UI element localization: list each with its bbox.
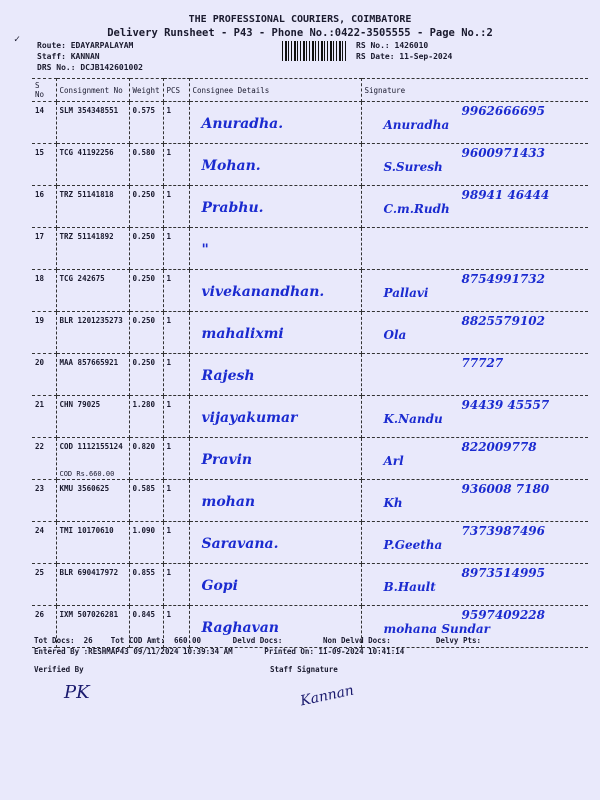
row-sno: 23 (32, 480, 56, 522)
phone-handwriting: 822009778 (461, 440, 537, 454)
table-row (32, 564, 588, 606)
phone-handwriting: 9597409228 (461, 608, 545, 622)
row-weight: 0.845 (129, 606, 163, 648)
row-weight: 0.250 (129, 312, 163, 354)
row-weight: 0.585 (129, 480, 163, 522)
phone-handwriting: 8825579102 (461, 314, 545, 328)
table-row (32, 354, 588, 396)
row-signature (361, 102, 588, 144)
col-consignment: Consignment No (56, 79, 129, 102)
phone-handwriting: 8973514995 (461, 566, 545, 580)
staff-signature-label: Staff Signature (270, 665, 338, 674)
row-consignee (189, 438, 361, 480)
row-weight: 0.575 (129, 102, 163, 144)
signature-handwriting: mohana Sundar (383, 622, 490, 636)
row-consignment: BLR 1201235273 (56, 312, 129, 354)
verified-label: Verified By (34, 665, 84, 674)
table-row (32, 186, 588, 228)
col-weight: Weight (129, 79, 163, 102)
consignee-handwriting: mahalixmi (201, 326, 284, 342)
table-row (32, 522, 588, 564)
row-pcs: 1 (163, 480, 189, 522)
row-sno: 24 (32, 522, 56, 564)
barcode-icon (282, 41, 348, 61)
row-consignee (189, 564, 361, 606)
row-pcs: 1 (163, 312, 189, 354)
row-signature (361, 522, 588, 564)
row-consignment: IXM 507026281 (56, 606, 129, 648)
row-sno: 17 (32, 228, 56, 270)
phone-handwriting: 98941 46444 (461, 188, 550, 202)
table-row (32, 228, 588, 270)
consignee-handwriting: Raghavan (201, 620, 279, 636)
row-weight: 0.580 (129, 144, 163, 186)
consignee-handwriting: Saravana. (201, 536, 279, 552)
row-consignment: BLR 690417972 (56, 564, 129, 606)
row-consignee (189, 270, 361, 312)
row-signature (361, 438, 588, 480)
totals-line: Tot Docs: 26 Tot COD Amt: 660.00 Delvd Docs: Non Delvd Docs: Delvy Pts: (34, 636, 482, 645)
staff-signature: Kannan (298, 682, 356, 710)
consignee-handwriting: vijayakumar (201, 410, 298, 426)
row-consignee (189, 396, 361, 438)
row-weight: 0.250 (129, 354, 163, 396)
col-signature: Signature (361, 79, 588, 102)
rs-date-label: RS Date: 11-Sep-2024 (356, 52, 453, 61)
row-consignee (189, 480, 361, 522)
row-pcs: 1 (163, 396, 189, 438)
row-sno: 22 (32, 438, 56, 480)
row-signature (361, 354, 588, 396)
row-pcs: 1 (163, 228, 189, 270)
phone-handwriting: 9600971433 (461, 146, 545, 160)
row-signature (361, 144, 588, 186)
signature-handwriting: Kh (383, 496, 403, 510)
table-header-row (32, 79, 588, 102)
consignee-handwriting: Prabhu. (201, 200, 264, 216)
consignee-handwriting: " (201, 242, 209, 258)
cod-amount: COD Rs.660.00 (59, 470, 115, 478)
row-weight: 0.250 (129, 186, 163, 228)
row-consignee (189, 144, 361, 186)
phone-handwriting: 936008 7180 (461, 482, 550, 496)
rs-no-label: RS No.: 1426010 (356, 41, 429, 50)
row-weight: 0.250 (129, 228, 163, 270)
row-consignee (189, 228, 361, 270)
row-weight: 1.090 (129, 522, 163, 564)
row-sno: 15 (32, 144, 56, 186)
signature-handwriting: C.m.Rudh (383, 202, 450, 216)
runsheet-title: Delivery Runsheet - P43 - Phone No.:0422-3505555 - Page No.:2 (107, 27, 493, 39)
row-consignee (189, 312, 361, 354)
row-consignment: TCG 41192256 (56, 144, 129, 186)
row-weight: 1.280 (129, 396, 163, 438)
consignee-handwriting: mohan (201, 494, 256, 510)
table-row (32, 396, 588, 438)
row-weight: 0.855 (129, 564, 163, 606)
consignee-handwriting: Rajesh (201, 368, 255, 384)
consignee-handwriting: Anuradha. (201, 116, 284, 132)
phone-handwriting: 7373987496 (461, 524, 545, 538)
phone-handwriting: 8754991732 (461, 272, 545, 286)
table-row (32, 270, 588, 312)
signature-handwriting: Arl (383, 454, 404, 468)
row-consignee (189, 186, 361, 228)
col-pcs: PCS (163, 79, 189, 102)
entered-line: Entered By :RESHMAP43 09/11/2024 10:39:34 AM Printed On: 11-09-2024 10:41:14 (34, 647, 405, 656)
signature-handwriting: Ola (383, 328, 407, 342)
signature-handwriting: B.Hault (383, 580, 436, 594)
row-pcs: 1 (163, 186, 189, 228)
signature-handwriting: K.Nandu (383, 412, 443, 426)
row-consignment: TRZ 51141818 (56, 186, 129, 228)
row-signature (361, 186, 588, 228)
row-signature (361, 312, 588, 354)
row-consignee (189, 354, 361, 396)
col-sno: S No (32, 79, 56, 102)
row-sno: 16 (32, 186, 56, 228)
row-signature (361, 228, 588, 270)
phone-handwriting: 94439 45557 (461, 398, 550, 412)
drs-label: DRS No.: DCJB142601002 (37, 63, 143, 72)
delivery-table (32, 78, 588, 648)
row-signature (361, 396, 588, 438)
phone-handwriting: 9962666695 (461, 104, 545, 118)
consignee-handwriting: Gopi (201, 578, 238, 594)
route-label: Route: EDAYARPALAYAM (37, 41, 134, 50)
row-pcs: 1 (163, 144, 189, 186)
row-consignment: KMU 3560625 (56, 480, 129, 522)
row-signature (361, 270, 588, 312)
row-pcs: 1 (163, 606, 189, 648)
table-row (32, 312, 588, 354)
signature-handwriting: S.Suresh (383, 160, 443, 174)
consignee-handwriting: vivekanandhan. (201, 284, 325, 300)
row-sno: 20 (32, 354, 56, 396)
consignee-handwriting: Mohan. (201, 158, 261, 174)
staff-label: Staff: KANNAN (37, 52, 100, 61)
row-sno: 14 (32, 102, 56, 144)
row-consignment: SLM 354348551 (56, 102, 129, 144)
row-consignee (189, 102, 361, 144)
row-sno: 18 (32, 270, 56, 312)
row-pcs: 1 (163, 354, 189, 396)
row-weight: 0.250 (129, 270, 163, 312)
row-pcs: 1 (163, 438, 189, 480)
row-sno: 25 (32, 564, 56, 606)
table-row (32, 480, 588, 522)
company-title: THE PROFESSIONAL COURIERS, COIMBATORE (188, 14, 412, 25)
row-consignment: COD 1112155124 COD Rs.660.00 (56, 438, 129, 480)
signature-handwriting: Anuradha (383, 118, 450, 132)
row-consignment: TCG 242675 (56, 270, 129, 312)
row-consignment: TRZ 51141892 (56, 228, 129, 270)
verified-signature: PK (64, 682, 90, 703)
row-pcs: 1 (163, 270, 189, 312)
row-weight: 0.820 (129, 438, 163, 480)
row-consignment: CHN 79025 (56, 396, 129, 438)
col-consignee: Consignee Details (189, 79, 361, 102)
phone-handwriting: 77727 (461, 356, 504, 370)
table-row (32, 438, 588, 480)
row-sno: 19 (32, 312, 56, 354)
row-signature (361, 564, 588, 606)
signature-handwriting: P.Geetha (383, 538, 443, 552)
consignee-handwriting: Pravin (201, 452, 253, 468)
row-pcs: 1 (163, 102, 189, 144)
table-row (32, 144, 588, 186)
row-pcs: 1 (163, 522, 189, 564)
check-mark-icon: ✓ (14, 34, 21, 45)
row-consignee (189, 522, 361, 564)
row-signature (361, 480, 588, 522)
signature-handwriting: Pallavi (383, 286, 429, 300)
row-consignment: TMI 10170610 (56, 522, 129, 564)
row-sno: 26 (32, 606, 56, 648)
row-consignment: MAA 857665921 (56, 354, 129, 396)
row-sno: 21 (32, 396, 56, 438)
row-pcs: 1 (163, 564, 189, 606)
table-row (32, 102, 588, 144)
